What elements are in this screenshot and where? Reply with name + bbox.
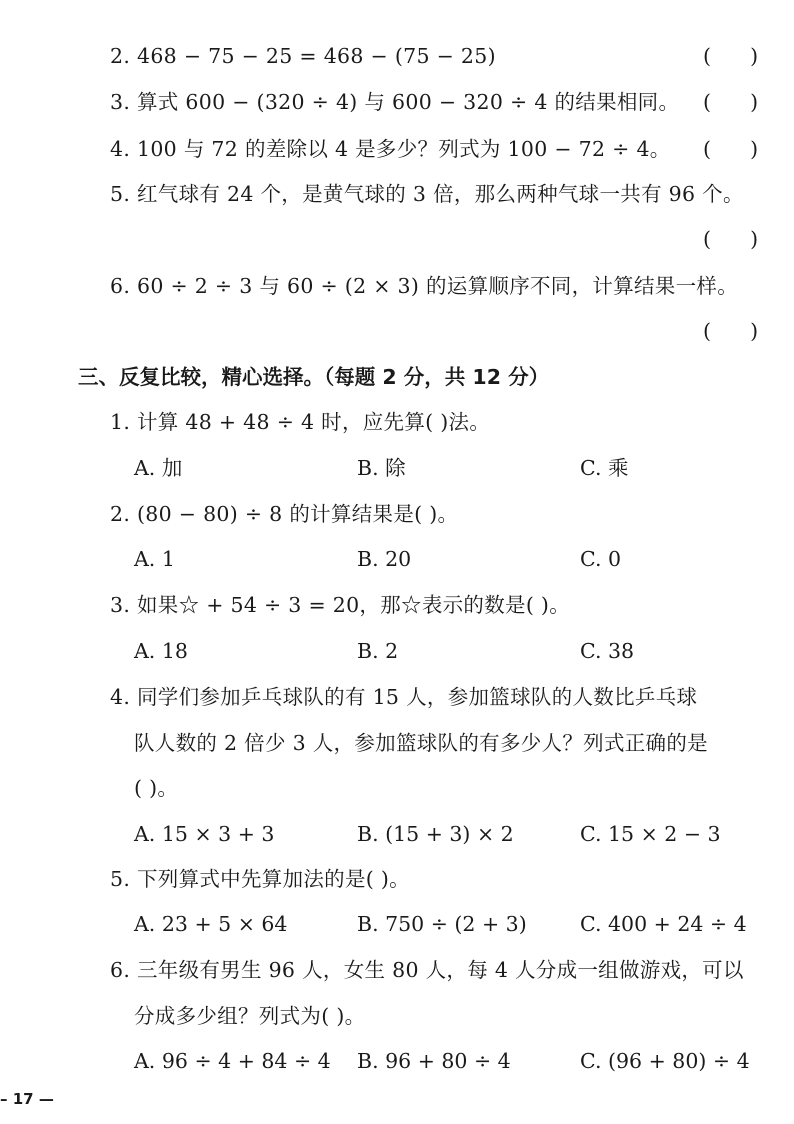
judge-answer-4[interactable]: ( ) <box>703 137 759 161</box>
choice-6-option-a[interactable]: A. 96 ÷ 4 + 84 ÷ 4 <box>134 1049 331 1073</box>
judge-item-2: 2. 468 − 75 − 25 = 468 − (75 − 25) <box>110 44 496 68</box>
judge-answer-6[interactable]: ( ) <box>703 319 759 343</box>
choice-1-option-b[interactable]: B. 除 <box>357 456 406 480</box>
choice-2-option-c[interactable]: C. 0 <box>580 547 622 571</box>
choice-6-option-c[interactable]: C. (96 + 80) ÷ 4 <box>580 1049 750 1073</box>
choice-question-1: 1. 计算 48 + 48 ÷ 4 时，应先算( )法。 <box>110 410 491 434</box>
choice-question-2: 2. (80 − 80) ÷ 8 的计算结果是( )。 <box>110 502 459 526</box>
choice-4-option-b[interactable]: B. (15 + 3) × 2 <box>357 822 514 846</box>
choice-1-option-c[interactable]: C. 乘 <box>580 456 629 480</box>
choice-5-option-a[interactable]: A. 23 + 5 × 64 <box>134 912 288 936</box>
judge-item-6: 6. 60 ÷ 2 ÷ 3 与 60 ÷ (2 × 3) 的运算顺序不同，计算结果一样。 <box>110 274 738 298</box>
judge-answer-2[interactable]: ( ) <box>703 44 759 68</box>
choice-2-option-a[interactable]: A. 1 <box>134 547 175 571</box>
choice-question-5: 5. 下列算式中先算加法的是( )。 <box>110 867 410 891</box>
choice-question-6-line-2: 分成多少组？列式为( )。 <box>134 1004 366 1028</box>
choice-4-option-c[interactable]: C. 15 × 2 − 3 <box>580 822 721 846</box>
choice-question-4-line-1: 4. 同学们参加乒乓球队的有 15 人，参加篮球队的人数比乒乓球 <box>110 685 698 709</box>
judge-answer-3[interactable]: ( ) <box>703 90 759 114</box>
section-heading: 三、反复比较，精心选择。（每题 2 分，共 12 分） <box>78 365 550 389</box>
choice-1-option-a[interactable]: A. 加 <box>134 456 183 480</box>
choice-2-option-b[interactable]: B. 20 <box>357 547 412 571</box>
judge-item-4: 4. 100 与 72 的差除以 4 是多少？列式为 100 − 72 ÷ 4。 <box>110 137 671 161</box>
choice-question-3: 3. 如果☆ + 54 ÷ 3 = 20，那☆表示的数是( )。 <box>110 593 571 617</box>
judge-item-3: 3. 算式 600 − (320 ÷ 4) 与 600 − 320 ÷ 4 的结果相同。 <box>110 90 680 114</box>
choice-6-option-b[interactable]: B. 96 + 80 ÷ 4 <box>357 1049 511 1073</box>
choice-5-option-b[interactable]: B. 750 ÷ (2 + 3) <box>357 912 527 936</box>
choice-3-option-a[interactable]: A. 18 <box>134 639 188 663</box>
choice-3-option-c[interactable]: C. 38 <box>580 639 635 663</box>
choice-question-6-line-1: 6. 三年级有男生 96 人，女生 80 人，每 4 人分成一组做游戏，可以 <box>110 958 744 982</box>
choice-question-4-line-2: 队人数的 2 倍少 3 人，参加篮球队的有多少人？列式正确的是 <box>134 731 708 755</box>
choice-4-option-a[interactable]: A. 15 × 3 + 3 <box>134 822 275 846</box>
choice-5-option-c[interactable]: C. 400 + 24 ÷ 4 <box>580 912 747 936</box>
choice-question-4-line-3: ( )。 <box>134 776 179 800</box>
choice-3-option-b[interactable]: B. 2 <box>357 639 399 663</box>
judge-item-5: 5. 红气球有 24 个，是黄气球的 3 倍，那么两种气球一共有 96 个。 <box>110 182 744 206</box>
page-number: – 17 — <box>0 1090 54 1108</box>
judge-answer-5[interactable]: ( ) <box>703 227 759 251</box>
